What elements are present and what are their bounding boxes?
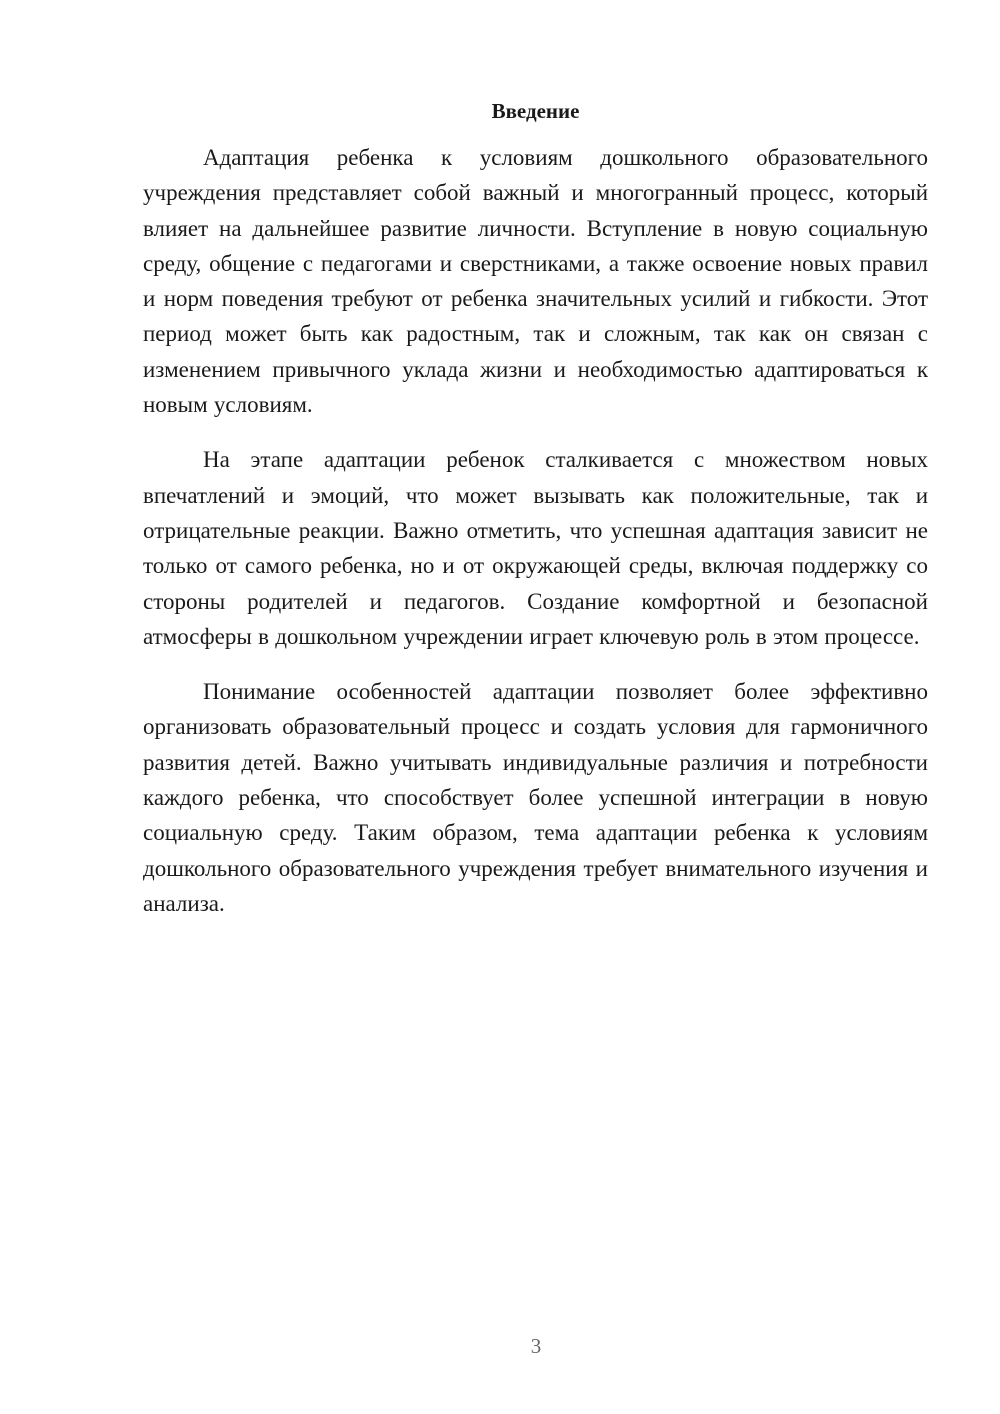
paragraph-1: Адаптация ребенка к условиям дошкольного образовательного учреждения представляет собой важный и многогранный процесс, который влияет на дальнейшее развитие личности. Вступление в новую социальную среду, общение с педагогами и сверстниками, а также освоение новых правил и норм поведения требуют от ребенка значительных усилий и гибкости. Этот период может быть как радостным, так и сложным, так как он связан с изменением привычного уклада жизни и необходимостью адаптироваться к новым условиям. (143, 145, 928, 418)
paragraph-3: Понимание особенностей адаптации позволяет более эффективно организовать образовательный процесс и создать условия для гармоничного развития детей. Важно учитывать индивидуальные различия и потребности каждого ребенка, что способствует более успешной интеграции в новую социальную среду. Таким образом, тема адаптации ребенка к условиям дошкольного образовательного учреждения требует внимательного изучения и анализа. (143, 679, 928, 916)
paragraph-2: На этапе адаптации ребенок сталкивается с множеством новых впечатлений и эмоций, что может вызывать как положительные, так и отрицательные реакции. Важно отметить, что успешная адаптация зависит не только от самого ребенка, но и от окружающей среды, включая поддержку со стороны родителей и педагогов. Создание комфортной и безопасной атмосферы в дошкольном учреждении играет ключевую роль в этом процессе. (143, 447, 928, 649)
section-heading: Введение (491, 99, 580, 123)
page-number: 3 (530, 1334, 542, 1358)
page-content (143, 96, 928, 941)
